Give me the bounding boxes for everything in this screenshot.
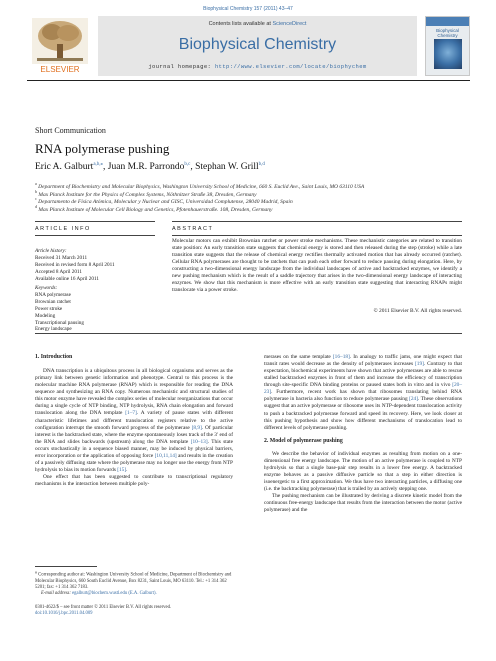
citation-link[interactable]: [10–13] [190,438,208,445]
author-name[interactable]: Juan M.R. Parrondo [107,162,185,173]
footnote-rule [35,566,97,567]
citation-link[interactable]: [16–18] [332,354,350,360]
history-online: Available online 16 April 2011 [35,275,99,282]
author-affiliation-marks[interactable]: b,d [258,162,265,167]
citation-link[interactable]: [1–7] [125,410,137,417]
keywords [35,285,155,333]
abstract-bottom-rule [35,333,462,334]
page-footer [35,605,235,618]
history-accepted: Accepted 8 April 2011 [35,268,82,275]
history-label: Article history: [35,248,67,254]
affiliation-c: $^c$ Departamento de Física Atómica, Molecular y Nuclear and GISC, Universidad Complutense, 28040 Madrid, Spain [35,196,293,205]
cover-image [434,39,462,69]
abstract-top-rule [172,221,462,222]
publisher-name: ELSEVIER [40,65,80,74]
keyword: Energy landscape [35,326,72,333]
article-title: RNA polymerase pushing [35,141,170,156]
affiliation-b: $^b$ Max Planck Institute for the Physics of Complex Systems, Nöthnitzer Straße 38, Dresden, Germany [35,188,257,198]
affiliation-a: $^a$ Department of Biochemistry and Molecular Biophysics, Washington University School of Medicine, 660 S. Euclid Ave., Saint Louis, MO 63110 USA [35,181,365,190]
banner-center [98,16,417,76]
history-revised: Received in revised form 8 April 2011 [35,261,115,268]
header-rule [27,80,470,81]
keyword: Modeling [35,312,56,319]
corresponding-author-footnote: ⁎ Corresponding author at: Washington University School of Medicine, Department of Biochemistry and Molecular Biophysics, 660 South Euclid Avenue, Box 8231, Saint Louis, MO 63110. Tel.: +1 314 362 5201; fax: +1 314 362 7183. E-mail address: egalburt@biochem.wustl.edu (E.A. Galburt). [35,570,232,597]
journal-reference[interactable]: Biophysical Chemistry 157 (2011) 43–47 [203,6,293,12]
section-heading-model: 2. Model of polymerase pushing [264,437,343,444]
info-mid-rule [35,235,155,236]
author-name[interactable]: Eric A. Galburt [35,162,94,173]
abstract-copyright: © 2011 Elsevier B.V. All rights reserved. [373,308,462,314]
contents-prefix: Contents lists available at [208,21,273,27]
author-affiliation-marks[interactable]: b,c [184,162,191,167]
model-paragraph-2: The pushing mechanism can be illustrated by deriving a discrete kinetic model from the continuous free-energy landscape that results from the interaction between the motor (active polymerase) and the [264,493,462,514]
homepage-prefix: journal homepage: [148,63,215,70]
email-label: E-mail address: [41,591,73,597]
citation-link[interactable]: [24] [409,396,419,403]
email-link[interactable]: egalburt@biochem.wustl.edu (E.A. Galburt). [72,591,157,597]
intro-paragraph-2: One effect that has been suggested to contribute to transcriptional regulatory mechanisms is the interaction between multiple poly- [35,474,233,488]
keyword: Transcriptional pausing [35,319,84,326]
author-affiliation-marks[interactable]: a,b,⁎ [93,162,104,167]
journal-banner [27,16,470,76]
article-history [35,248,155,283]
journal-title[interactable]: Biophysical Chemistry [178,36,337,53]
homepage-link[interactable]: http://www.elsevier.com/locate/biophychem [214,63,367,70]
citation-link[interactable]: [10,11,14] [154,452,177,459]
intro-paragraph-1: DNA transcription is a ubiquitous process in all biological organisms and serves as the primary link between genetic information and phenotype. Central to this process is the molecular machine RNA polymerase (RNAP) which is responsible for reading the DNA sequence and synthesizing an RNA copy. Numerous mechanistic and structural studies of this motor enzyme have revealed the complex series of molecular reorganizations that occur during a single cycle of NTP binding, NTP hydrolysis, RNA chain elongation and forward translocation along the DNA template [1–7]. A variety of pause states with different characteristic lifetimes and different translocation registers relative to the active configuration interrupt the smooth forward progress of the polymerase [8,9]. Of particular interest is the backtracked state, where the enzyme spontaneously loses track of the 3′ end of the RNA and slides backwards (upstream) along the DNA template [10–13]. This state occurs stochastically in a sequence biased manner, may be induced by physical barriers, error incorporation or the application of opposing force [10,11,14] and results in the creation of a passively diffusing state where the polymerase may no longer use the energy from NTP hydrolysis to bias its motion forwards [15]. [35,368,233,473]
abstract-heading: ABSTRACT [172,226,214,232]
keyword: RNA polymerase [35,291,71,298]
info-top-rule [35,221,155,222]
article-type: Short Communication [35,126,106,135]
author-list: Eric A. Galburt$^{a,b,⁎}$, Juan M.R. Parrondo$^{b,c}$, Stephan W. Grill$^{b,d}$ [35,162,265,173]
corresponding-text: Corresponding author at: Washington University School of Medicine, Department of Biochemistry and Molecular Biophysics, 660 South Euclid Avenue, Box 8231, Saint Louis, MO 63110. Tel.: +1 314 362 5201; fax: +1 314 362 7183. [35,572,232,591]
abstract-mid-rule [172,235,462,236]
homepage-line [98,63,417,70]
keywords-label: Keywords: [35,285,58,291]
history-received: Received 31 March 2011 [35,254,88,261]
citation-link[interactable]: [20–23] [264,382,462,396]
author-name[interactable]: Stephan W. Grill [195,162,259,173]
article-info-heading: ARTICLE INFO [35,226,91,232]
keyword: Power stroke [35,305,63,312]
model-paragraph-1: We describe the behavior of individual enzymes as resulting from motion on a one-dimensional free energy landscape. The motion of an active polymerase is coupled to NTP hydrolysis so that a single base-pair step results in a lower free energy. A backtracked enzyme behaves as a passive diffusive particle so that a step in either direction is isoenergetic to a first approximation. We thus have two interacting particles, a diffusing one (i.e. the backtracking polymerase) that is trailed by an actively stepping one. [264,450,462,493]
right-paragraph-1: merases on the same template [16–18]. In analogy to traffic jams, one might expect that transit rates would decrease as the density of polymerases increases [19]. Contrary to that expectation, biochemical experiments have shown that active polymerases are able to rescue stalled backtracked enzymes in front of them and increase the efficiency of transcription through site-specific DNA binding proteins or paused states both in vitro and in vivo [20–23]. Furthermore, recent work has shown that ribosomes translating behind RNA polymerase in bacteria also function to reduce polymerase pausing [24]. These observations suggest that an active polymerase or ribosome uses its NTP-dependent translocation activity to push a backtracked polymerase forward and speed its recovery. Here, we look closer at this pushing hypothesis and show how different mechanisms of translocation lead to different levels of polymerase pushing. [264,354,462,431]
elsevier-tree-logo-icon [27,16,93,76]
cover-band [426,17,469,26]
doi-link[interactable]: doi:10.1016/j.bpc.2011.04.009 [35,611,93,617]
abstract-text: Molecular motors can exhibit Brownian ratchet or power stroke mechanisms. These mechanistic categories are related to transition state position: An early transition state suggests that chemical energy is stored and then released during the step (stroke) while a late transition state suggests that the release of chemical energy rectifies thermally activated motion that has already occurred (ratchet). Cellular RNA polymerases are thought to be ratchets that can push each other forward to reduce pausing during elongation. Here, by constructing a two-dimensional energy landscape from the individual landscapes of active and backtracked enzymes, we identify a new pushing mechanism which is the result of a saddle trajectory that arises in the two-dimensional energy landscape of interacting enzymes. We show that this mechanism is more effective with an early transition state suggesting that interacting RNAPs might translocate via a power stroke. [172,238,462,294]
citation-link[interactable]: [15] [117,466,127,473]
keyword: Brownian ratchet [35,298,71,305]
citation-link[interactable]: [8,9] [191,424,202,431]
citation-link[interactable]: [19] [415,361,424,368]
journal-cover-thumbnail[interactable] [425,16,470,76]
body-right-column [264,354,462,514]
contents-line [98,21,417,27]
sciencedirect-link[interactable]: ScienceDirect [272,21,307,27]
issn-line: 0301-4622/$ – see front matter © 2011 Elsevier B.V. All rights reserved. [35,605,172,610]
affiliation-d: $^d$ Max Planck Institute of Molecular Cell Biology and Genetics, Pfotenhauerstraße. 108, Dresden, Germany [35,203,273,213]
section-heading-introduction: 1. Introduction [35,354,73,360]
cover-title: Biophysical Chemistry [436,28,459,38]
body-left-column [35,354,233,488]
